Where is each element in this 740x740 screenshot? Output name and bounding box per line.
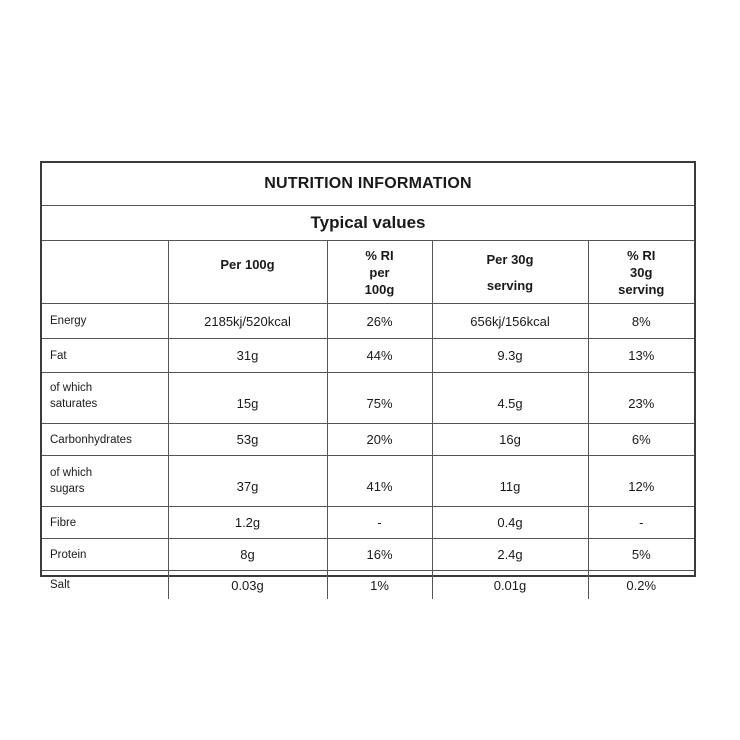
table-row: [42, 424, 694, 456]
cell-ri-100g: 44%: [327, 339, 432, 373]
cell-per-100g: 53g: [168, 424, 327, 456]
cell-per-100g: 37g: [168, 456, 327, 507]
cell-ri-30g: 8%: [588, 304, 694, 339]
row-label: Fat: [42, 339, 168, 373]
cell-per-100g: 8g: [168, 539, 327, 571]
row-label: of which saturates: [42, 373, 168, 424]
table-row: [42, 373, 694, 424]
row-label: Energy: [42, 304, 168, 339]
cell-per-30g: 4.5g: [432, 373, 588, 424]
cell-per-30g: 0.4g: [432, 507, 588, 539]
table-row: [42, 507, 694, 539]
row-label: Protein: [42, 539, 168, 571]
row-label: of which sugars: [42, 456, 168, 507]
cell-ri-100g: 1%: [327, 571, 432, 600]
row-label: Fibre: [42, 507, 168, 539]
table-row: [42, 339, 694, 373]
table-header-row: [42, 241, 694, 304]
cell-ri-100g: 41%: [327, 456, 432, 507]
cell-per-30g: 9.3g: [432, 339, 588, 373]
cell-ri-100g: -: [327, 507, 432, 539]
table-row: [42, 539, 694, 571]
cell-ri-30g: 6%: [588, 424, 694, 456]
nutrition-panel: [40, 161, 696, 593]
cell-ri-30g: 5%: [588, 539, 694, 571]
cell-ri-30g: 23%: [588, 373, 694, 424]
table-row: [42, 456, 694, 507]
cell-ri-100g: 16%: [327, 539, 432, 571]
cell-ri-100g: 20%: [327, 424, 432, 456]
header-label: [42, 241, 168, 304]
nutrition-table: [42, 241, 694, 599]
cell-per-100g: 31g: [168, 339, 327, 373]
cell-per-100g: 0.03g: [168, 571, 327, 600]
table-row: [42, 571, 694, 600]
cell-ri-100g: 75%: [327, 373, 432, 424]
cell-ri-30g: 12%: [588, 456, 694, 507]
cell-per-100g: 2185kj/520kcal: [168, 304, 327, 339]
cell-per-100g: 15g: [168, 373, 327, 424]
cell-ri-30g: 13%: [588, 339, 694, 373]
cell-per-30g: 16g: [432, 424, 588, 456]
nutrition-title: NUTRITION INFORMATION: [42, 163, 694, 206]
cell-per-30g: 656kj/156kcal: [432, 304, 588, 339]
cell-per-30g: 2.4g: [432, 539, 588, 571]
typical-values-heading: Typical values: [42, 206, 694, 241]
cell-per-30g: 11g: [432, 456, 588, 507]
row-label: Carbonhydrates: [42, 424, 168, 456]
cell-per-100g: 1.2g: [168, 507, 327, 539]
cell-ri-30g: 0.2%: [588, 571, 694, 600]
cell-ri-100g: 26%: [327, 304, 432, 339]
table-row: [42, 304, 694, 339]
header-ri-30g-serving: % RI 30g serving: [588, 241, 694, 304]
header-ri-per-100g: % RI per 100g: [327, 241, 432, 304]
cell-ri-30g: -: [588, 507, 694, 539]
row-label: Salt: [42, 571, 168, 600]
header-per-30g-serving: Per 30g serving: [432, 241, 588, 304]
header-per-100g: Per 100g: [168, 241, 327, 304]
cell-per-30g: 0.01g: [432, 571, 588, 600]
